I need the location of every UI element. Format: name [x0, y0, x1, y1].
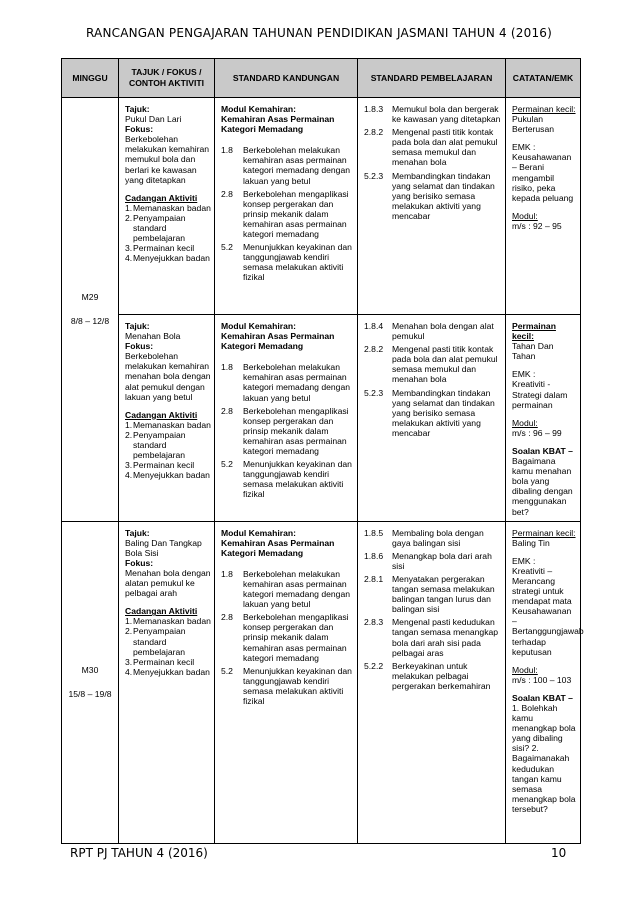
emk-text: Kreativiti – Merancang strategi untuk mendapat mata Keusahawanan – Bertanggungjawab terhadap keputusan: [512, 565, 584, 657]
kbat-label: Soalan KBAT –: [512, 692, 573, 703]
catatan-content: [506, 315, 580, 521]
catatan-content: [506, 98, 580, 235]
fokus-text: Menahan bola dengan alatan pemukul ke pelbagai arah: [125, 567, 211, 599]
fokus-text: Berkebolehan melakukan kemahiran menahan bola dengan alat pemukul dengan lakuan yang betul: [125, 351, 211, 402]
activity-number: 2.: [125, 212, 133, 223]
pembelajaran-cell: [358, 315, 506, 522]
activity-item: [125, 470, 211, 480]
kandungan-text: Berkebolehan mengaplikasi konsep pergerakan dan prinsip mekanik dalam kemahiran asas permainan kategori memadang: [243, 188, 349, 240]
kandungan-content: [215, 98, 357, 287]
pembelajaran-item: [364, 127, 502, 167]
kandungan-code: 2.8: [221, 188, 233, 199]
activity-item: [125, 203, 211, 213]
activity-item: [125, 243, 211, 253]
tajuk-cell: [119, 315, 215, 522]
tajuk-text: Pukul Dan Lari: [125, 114, 182, 125]
kandungan-item: [221, 612, 354, 662]
activity-number: 1.: [125, 202, 133, 213]
spacer: [221, 134, 354, 142]
kandungan-item: [221, 666, 354, 706]
kandungan-text: Berkebolehan mengaplikasi konsep pergerakan dan prinsip mekanik dalam kemahiran asas permainan kategori memadang: [243, 405, 349, 457]
pembelajaran-text: Menyatakan pergerakan tangan semasa melakukan balingan tangan lurus dan balingan sisi: [392, 573, 495, 615]
pembelajaran-code: 1.8.5: [364, 527, 384, 538]
pembelajaran-item: [364, 551, 502, 571]
table-row: [62, 315, 581, 522]
kandungan-text: Berkebolehan melakukan kemahiran asas permainan kategori memadang dengan lakuan yang betul: [243, 145, 351, 186]
header-tajuk: TAJUK / FOKUS / CONTOH AKTIVITI: [119, 59, 215, 98]
pembelajaran-item: [364, 171, 502, 221]
kandungan-item: [221, 362, 354, 402]
activity-number: 3.: [125, 656, 133, 667]
tajuk-label: Tajuk:: [125, 104, 150, 114]
fokus-label: Fokus:: [125, 557, 154, 568]
spacer: [512, 685, 577, 693]
pembelajaran-content: [358, 98, 505, 228]
week-dates: 15/8 – 19/8: [68, 689, 112, 700]
pembelajaran-text: Mengenal pasti kedudukan tangan semasa menangkap bola dari arah sisi pada pelbagai aras: [392, 617, 499, 658]
modul-label: Modul:: [512, 210, 538, 221]
spacer: [512, 438, 577, 446]
pembelajaran-text: Membandingkan tindakan yang selamat dan tindakan yang berisiko semasa melakukan aktiviti yang mencabar: [392, 170, 495, 221]
pembelajaran-text: Membandingkan tindakan yang selamat dan tindakan yang berisiko semasa melakukan aktiviti yang mencabar: [392, 387, 495, 438]
kandungan-item: [221, 189, 354, 239]
kandungan-content: [215, 315, 357, 504]
kandungan-text: Berkebolehan mengaplikasi konsep pergerakan dan prinsip mekanik dalam kemahiran asas permainan kategori memadang: [243, 612, 349, 663]
cadangan-label: Cadangan Aktiviti: [125, 606, 198, 617]
pembelajaran-cell: [358, 521, 506, 843]
tajuk-label: Tajuk:: [125, 321, 150, 331]
kbat-text: Bagaimana kamu menahan bola yang dibaling dengan menggunakan bet?: [512, 456, 573, 517]
lesson-plan-table: [61, 58, 584, 844]
kandungan-item: [221, 569, 354, 609]
pembelajaran-text: Menahan bola dengan alat pemukul: [392, 321, 494, 342]
activity-item: [125, 213, 211, 243]
activity-text: Memanaskan badan: [133, 419, 211, 430]
catatan-cell: [506, 98, 581, 315]
kandungan-text: Berkebolehan melakukan kemahiran asas permainan kategori memadang dengan lakuan yang betul: [243, 362, 351, 403]
pembelajaran-item: [364, 528, 502, 548]
kandungan-item: [221, 145, 354, 185]
emk-text: Keusahawanan – Berani mengambil risiko, peka kepada peluang: [512, 152, 574, 203]
pembelajaran-text: Berkeyakinan untuk melakukan pelbagai pergerakan berkemahiran: [392, 660, 491, 691]
tajuk-cell: [119, 521, 215, 843]
page-number: 10: [551, 846, 567, 860]
kbat-text: 1. Bolehkah kamu menangkap bola yang dibaling sisi? 2. Bagaimanakah kedudukan tangan kamu semasa menangkap bola tersebut?: [512, 703, 576, 814]
tajuk-cell: [119, 98, 215, 315]
activity-text: Menyejukkan badan: [133, 470, 210, 481]
week-number: M29: [81, 292, 99, 303]
activity-number: 3.: [125, 243, 133, 254]
activity-text: Permainan kecil: [133, 656, 195, 667]
kandungan-code: 1.8: [221, 362, 233, 373]
tajuk-content: [119, 522, 214, 681]
activity-text: Permainan kecil: [133, 243, 195, 254]
activity-number: 4.: [125, 470, 133, 481]
spacer: [125, 402, 211, 410]
activity-item: [125, 667, 211, 677]
activity-text: Memanaskan badan: [133, 202, 211, 213]
pembelajaran-code: 1.8.3: [364, 104, 384, 114]
pembelajaran-text: Mengenal pasti titik kontak pada bola dan alat pemukul semasa memukul dan menahan bola: [392, 127, 498, 168]
kbat-label: Soalan KBAT –: [512, 445, 573, 456]
header-standard-pembelajaran: STANDARD PEMBELAJARAN: [358, 59, 506, 98]
spacer: [125, 185, 211, 193]
kandungan-item: [221, 242, 354, 282]
pembelajaran-code: 5.2.3: [364, 170, 384, 181]
modul-title: Modul Kemahiran:: [221, 527, 296, 538]
pembelajaran-item: [364, 574, 502, 614]
modul-subtitle: Kemahiran Asas Permainan Kategori Memadang: [221, 331, 335, 352]
tajuk-text: Baling Dan Tangkap Bola Sisi: [125, 537, 202, 558]
activity-item: [125, 616, 211, 626]
kandungan-text: Menunjukkan keyakinan dan tanggungjawab kendiri semasa melakukan aktiviti fizikal: [243, 242, 352, 283]
permainan-text: Pukulan Berterusan: [512, 114, 555, 135]
pembelajaran-item: [364, 388, 502, 438]
table-header-row: [62, 59, 581, 98]
table-row: [62, 98, 581, 315]
fokus-label: Fokus:: [125, 124, 154, 135]
spacer: [512, 203, 577, 211]
pembelajaran-code: 5.2.2: [364, 660, 384, 671]
catatan-cell: [506, 521, 584, 843]
activity-text: Permainan kecil: [133, 460, 195, 471]
kandungan-item: [221, 459, 354, 499]
page-title: RANCANGAN PENGAJARAN TAHUNAN PENDIDIKAN JASMANI TAHUN 4 (2016): [86, 26, 552, 40]
pembelajaran-code: 2.8.1: [364, 573, 384, 584]
activity-number: 4.: [125, 253, 133, 264]
modul-pages: m/s : 92 – 95: [512, 220, 562, 231]
pembelajaran-text: Menangkap bola dari arah sisi: [392, 550, 492, 571]
activity-item: [125, 626, 211, 656]
catatan-content: [506, 522, 584, 818]
activity-number: 3.: [125, 460, 133, 471]
activity-number: 4.: [125, 666, 133, 677]
emk-label: EMK :: [512, 555, 536, 566]
week-dates: 8/8 – 12/8: [70, 316, 110, 327]
spacer: [512, 548, 577, 556]
week-number: M30: [81, 665, 99, 675]
pembelajaran-item: [364, 661, 502, 691]
activity-item: [125, 420, 211, 430]
kandungan-cell: [215, 521, 358, 843]
modul-title: Modul Kemahiran:: [221, 321, 296, 331]
catatan-cell: [506, 315, 581, 522]
activity-number: 2.: [125, 429, 133, 440]
kandungan-code: 5.2: [221, 665, 233, 676]
spacer: [512, 657, 577, 665]
spacer: [221, 351, 354, 359]
pembelajaran-content: [358, 522, 505, 698]
pembelajaran-item: [364, 617, 502, 657]
pembelajaran-item: [364, 321, 502, 341]
pembelajaran-code: 1.8.4: [364, 321, 384, 331]
emk-label: EMK :: [512, 142, 536, 153]
pembelajaran-text: Membaling bola dengan gaya balingan sisi: [392, 527, 484, 548]
spacer: [512, 134, 577, 142]
spacer: [512, 361, 577, 369]
activity-text: Penyampaian standard pembelajaran: [133, 429, 186, 461]
kandungan-text: Berkebolehan melakukan kemahiran asas permainan kategori memadang dengan lakuan yang betul: [243, 568, 351, 610]
activity-text: Menyejukkan badan: [133, 253, 210, 264]
kandungan-code: 1.8: [221, 568, 233, 579]
pembelajaran-code: 2.8.2: [364, 344, 384, 355]
cadangan-label: Cadangan Aktiviti: [125, 192, 198, 203]
activity-number: 2.: [125, 626, 133, 637]
kandungan-cell: [215, 98, 358, 315]
pembelajaran-item: [364, 104, 502, 124]
header-catatan: CATATAN/EMK: [506, 59, 581, 98]
modul-pages: m/s : 100 – 103: [512, 674, 572, 685]
fokus-label: Fokus:: [125, 341, 154, 352]
footer-title: RPT PJ TAHUN 4 (2016): [70, 846, 208, 860]
activity-number: 1.: [125, 616, 133, 627]
pembelajaran-item: [364, 344, 502, 384]
header-minggu: MINGGU: [62, 59, 119, 98]
activity-text: Penyampaian standard pembelajaran: [133, 626, 186, 657]
permainan-label: Permainan kecil:: [512, 104, 576, 114]
activity-item: [125, 657, 211, 667]
activity-text: Memanaskan badan: [133, 616, 211, 627]
cadangan-label: Cadangan Aktiviti: [125, 409, 198, 420]
tajuk-text: Menahan Bola: [125, 331, 181, 342]
kandungan-text: Menunjukkan keyakinan dan tanggungjawab kendiri semasa melakukan aktiviti fizikal: [243, 665, 352, 706]
spacer: [125, 598, 211, 606]
activity-text: Penyampaian standard pembelajaran: [133, 212, 186, 244]
modul-subtitle: Kemahiran Asas Permainan Kategori Memadang: [221, 114, 335, 135]
pembelajaran-code: 2.8.2: [364, 127, 384, 138]
permainan-label: Permainan kecil:: [512, 527, 576, 538]
fokus-text: Berkebolehan melakukan kemahiran memukul bola dan berlari ke kawasan yang ditetapkan: [125, 134, 210, 185]
tajuk-content: [119, 315, 214, 484]
kandungan-text: Menunjukkan keyakinan dan tanggungjawab kendiri semasa melakukan aktiviti fizikal: [243, 459, 352, 500]
kandungan-code: 2.8: [221, 405, 233, 416]
emk-text: Kreativiti - Strategi dalam permainan: [512, 379, 568, 410]
kandungan-code: 5.2: [221, 242, 233, 253]
week-cell: [62, 98, 119, 522]
activity-text: Menyejukkan badan: [133, 666, 210, 677]
kandungan-content: [215, 522, 357, 711]
activity-number: 1.: [125, 419, 133, 430]
week-cell: [62, 521, 119, 843]
permainan-text: Baling Tin: [512, 537, 550, 548]
permainan-text: Tahan Dan Tahan: [512, 341, 554, 362]
spacer: [221, 558, 354, 566]
kandungan-code: 5.2: [221, 459, 233, 470]
pembelajaran-content: [358, 315, 505, 445]
kandungan-item: [221, 406, 354, 456]
activity-item: [125, 460, 211, 470]
table-row: [62, 521, 581, 843]
emk-label: EMK :: [512, 369, 536, 380]
spacer: [512, 410, 577, 418]
pembelajaran-code: 5.2.3: [364, 387, 384, 398]
kandungan-code: 2.8: [221, 612, 233, 623]
modul-subtitle: Kemahiran Asas Permainan Kategori Memadang: [221, 537, 335, 558]
pembelajaran-cell: [358, 98, 506, 315]
activity-item: [125, 430, 211, 460]
permainan-label: Permainan kecil:: [512, 321, 556, 342]
activity-item: [125, 253, 211, 263]
pembelajaran-code: 1.8.6: [364, 550, 384, 561]
tajuk-label: Tajuk:: [125, 527, 150, 538]
pembelajaran-text: Memukul bola dan bergerak ke kawasan yang ditetapkan: [392, 104, 501, 125]
pembelajaran-code: 2.8.3: [364, 617, 384, 628]
tajuk-content: [119, 98, 214, 267]
kandungan-cell: [215, 315, 358, 522]
kandungan-code: 1.8: [221, 145, 233, 156]
pembelajaran-text: Mengenal pasti titik kontak pada bola dan alat pemukul semasa memukul dan menahan bola: [392, 344, 498, 385]
modul-label: Modul:: [512, 664, 538, 675]
modul-title: Modul Kemahiran:: [221, 104, 296, 114]
modul-label: Modul:: [512, 417, 538, 428]
header-standard-kandungan: STANDARD KANDUNGAN: [215, 59, 358, 98]
modul-pages: m/s : 96 – 99: [512, 427, 562, 438]
